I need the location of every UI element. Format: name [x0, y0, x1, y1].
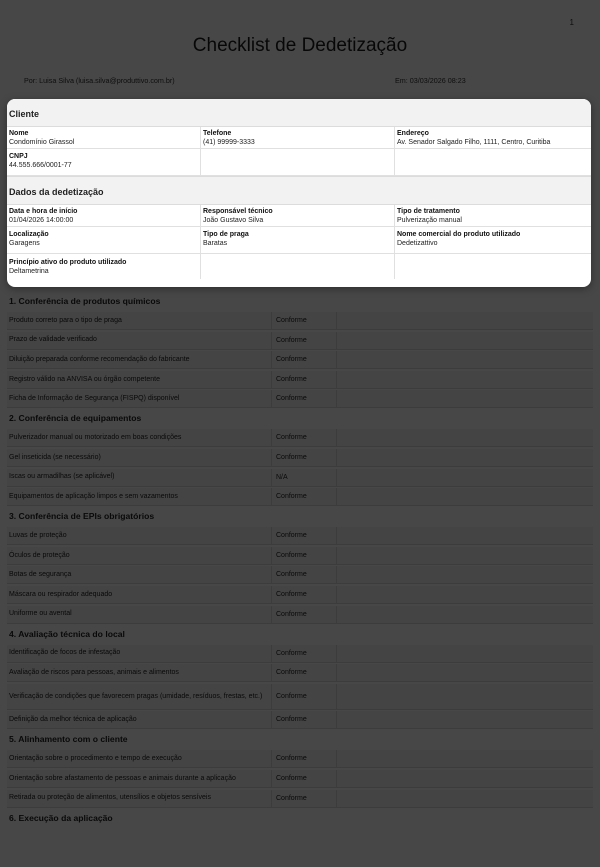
- field-label: Tipo de tratamento: [397, 208, 460, 215]
- pest-type-field: [201, 227, 395, 253]
- field-value: Condomínio Girassol: [9, 139, 75, 146]
- empty-cell: [201, 254, 395, 279]
- empty-cell: [201, 149, 395, 175]
- field-label: Data e hora de início: [9, 208, 78, 215]
- technician-field: [201, 205, 395, 226]
- field-label: Tipo de praga: [203, 231, 249, 238]
- field-label: Telefone: [203, 130, 232, 137]
- field-label: Localização: [9, 231, 49, 238]
- client-row: [7, 149, 591, 176]
- field-value: Dedetizattivo: [397, 240, 438, 247]
- field-label: Endereço: [397, 130, 429, 137]
- client-row: [7, 127, 591, 149]
- client-info-card: [7, 99, 591, 287]
- field-label: Nome comercial do produto utilizado: [397, 231, 521, 238]
- client-phone-field: [201, 127, 395, 148]
- field-label: CNPJ: [9, 153, 28, 160]
- service-row: [7, 205, 591, 227]
- location-field: [7, 227, 201, 253]
- field-value: João Gustavo Silva: [203, 217, 264, 224]
- treatment-type-field: [395, 205, 591, 226]
- empty-cell: [395, 149, 591, 175]
- field-value: 01/04/2026 14:00:00: [9, 217, 74, 224]
- client-name-field: [7, 127, 201, 148]
- active-ingredient-field: [7, 254, 201, 279]
- service-row: [7, 254, 591, 279]
- service-header: Dados da dedetização: [7, 176, 591, 205]
- field-value: Av. Senador Salgado Filho, 1111, Centro, Curitiba: [397, 139, 551, 146]
- field-value: Baratas: [203, 240, 228, 247]
- field-value: Deltametrina: [9, 268, 49, 275]
- client-header: Cliente: [7, 99, 591, 127]
- field-value: Garagens: [9, 240, 40, 247]
- field-label: Responsável técnico: [203, 208, 273, 215]
- product-name-field: [395, 227, 591, 253]
- start-datetime-field: [7, 205, 201, 226]
- field-value: 44.555.666/0001-77: [9, 162, 72, 169]
- field-label: Nome: [9, 130, 29, 137]
- service-row: [7, 227, 591, 254]
- field-label: Princípio ativo do produto utilizado: [9, 259, 127, 266]
- client-cnpj-field: [7, 149, 201, 175]
- field-value: (41) 99999-3333: [203, 139, 255, 146]
- empty-cell: [395, 254, 591, 279]
- field-value: Pulverização manual: [397, 217, 462, 224]
- client-address-field: [395, 127, 591, 148]
